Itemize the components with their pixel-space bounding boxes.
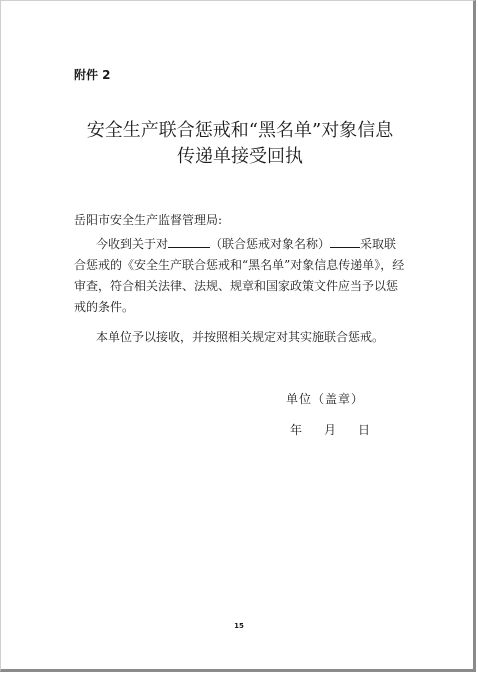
seal-label: 单位（盖章） bbox=[286, 392, 365, 406]
paragraph-1-rest: 联合惩戒的《安全生产联合惩戒和“黑名单”对象信息传递单》，经审查，符合相关法律、法规、规章和国家政策文件应当予以惩戒的条件。 bbox=[74, 237, 405, 314]
date-line bbox=[290, 421, 370, 438]
body-paragraph-2 bbox=[74, 327, 406, 348]
paragraph-1-lead: 今收到关于对 bbox=[96, 237, 169, 251]
fill-blank-content: （联合惩戒对象名称） bbox=[210, 237, 331, 251]
paragraph-1-after-blank: 采取 bbox=[360, 237, 385, 251]
title-line-1: 安全生产联合惩戒和“黑名单”对象信息 bbox=[86, 120, 394, 141]
date-year: 年 bbox=[290, 423, 303, 437]
document-title bbox=[60, 118, 420, 170]
date-day: 日 bbox=[358, 423, 371, 437]
fill-blank-left bbox=[168, 233, 210, 248]
addressee: 岳阳市安全生产监督管理局: bbox=[74, 213, 223, 227]
page-number: 15 bbox=[234, 622, 244, 630]
paragraph-2-text: 本单位予以接收，并按照相关规定对其实施联合惩戒。 bbox=[96, 330, 385, 344]
title-line-2: 传递单接受回执 bbox=[177, 146, 303, 167]
fill-blank-right bbox=[330, 233, 360, 248]
attachment-label: 附件 2 bbox=[74, 68, 111, 82]
body-paragraph-1 bbox=[74, 233, 406, 318]
date-month: 月 bbox=[324, 423, 337, 437]
